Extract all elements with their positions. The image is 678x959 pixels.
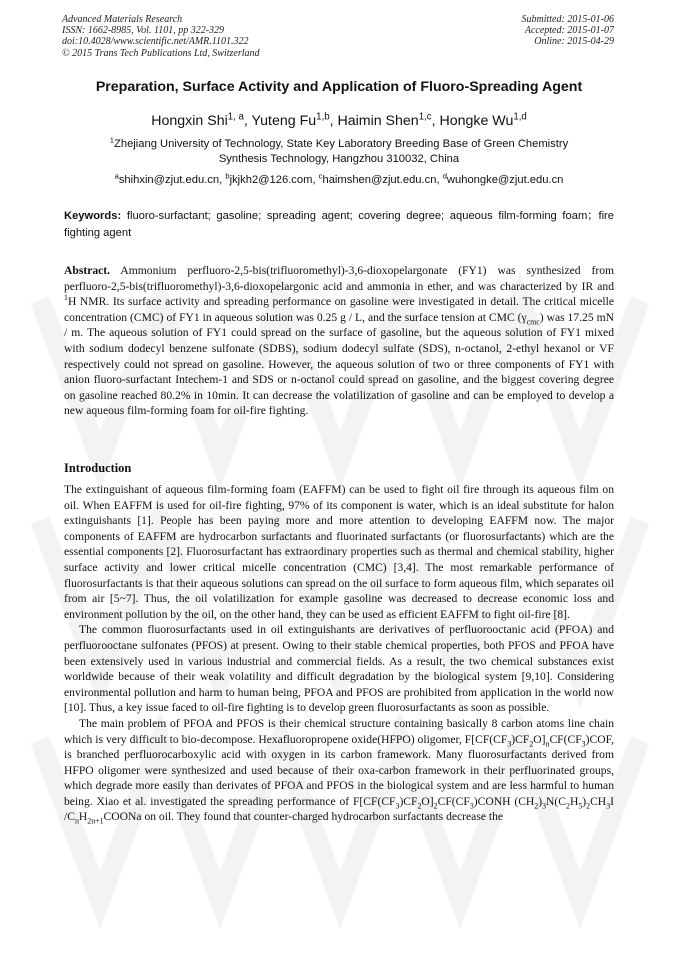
affiliation-line-2: Synthesis Technology, Hangzhou 310032, China	[218, 153, 460, 165]
subscript: 3	[469, 801, 474, 811]
paragraph	[64, 716, 614, 825]
subscript: 3	[507, 738, 512, 748]
journal-header-left	[62, 14, 260, 59]
paper-title: Preparation, Surface Activity and Application of Fluoro-Spreading Agent	[95, 79, 583, 95]
text-run: H	[569, 794, 579, 808]
abstract-text-1: Ammonium perfluoro-2,5-bis(trifluoromethyl)-3,6-dioxopelargonate (FY1) was synthesized from perfluoro-2,5-bis(trifluoromethyl)-3,6-dioxopelargonic acid and ammonia in ether, and was characterized by IR and	[64, 264, 615, 293]
affiliation-mark: 1	[109, 135, 115, 145]
subscript: 2n+1	[87, 816, 104, 826]
abstract	[64, 263, 614, 419]
email-link[interactable]: wuhongke@zjut.edu.cn	[446, 174, 564, 186]
subscript: 2	[529, 738, 534, 748]
subscript: cmc	[526, 317, 540, 327]
author-affiliation-mark: 1, a	[227, 111, 244, 123]
paragraph: The extinguishant of aqueous film-forming foam (EAFFM) can be used to fight oil fire through its aqueous film on oil. When EAFFM is used for oil-fire fighting, 97% of its component is water, which is an ideal substitute for halon extinguishants [1]. People has been paying more and more attention to developing EAFFM now. The major components of EAFFM are hydrocarbon surfactants and fluorinated surfactants (or fluorosurfactants) which are the essential components [2]. Fluorosurfactant has extraordinary properties such as thermal and chemical stability, higher surface activity and lower critical micelle concentration (CMC) [3,4]. The most remarkable performance of fluorosurfactants is that their aqueous solutions can spread on the oil surface to form aqueous film, which separates oil from air [5~7]. Thus, the oil volatilization for example gasoline was decreased to decrease economic loss and environment pollution by the oil, on the other hand, they can be used as efficient EAFFM to fight oil-fire [8].	[64, 483, 614, 621]
author-affiliation-mark: 1,d	[513, 111, 527, 123]
email-mark: b	[225, 171, 230, 181]
submitted-date: Submitted: 2015-01-06	[521, 14, 614, 25]
author-list: Hongxin Shi$^{1, a}$, Yuteng Fu$^{1,b}$, Haimin Shen$^{1,c}$, Hongke Wu$^{1,d}$	[151, 111, 527, 129]
author-name: Yuteng Fu	[251, 113, 317, 129]
subscript: 2	[433, 801, 438, 811]
abstract-text-3: ) was 17.25 mN / m. The aqueous solution of FY1 could spread on the surface of gasoline, but the aqueous solution of FY1 mixed with sodium dodecyl benzene sulfonate (SDBS), sodium dodecyl sulfate (SDS), n-octanol, 2-ethyl hexanol or VF respectively could not spread on gasoline. However, the aqueous solution of two or three components of FY1 with anion fluoro-surfactant Intechem-1 and SDS or n-octanol could spread on gasoline, and the biggest covering degree on gasoline reached 80.2% in 10min. It can decrease the volatilization of gasoline and can be employed to develop a new aqueous film-forming foam for oil-fire fighting.	[64, 310, 614, 418]
email-link[interactable]: jkjkh2@126.com	[229, 174, 313, 186]
author-affiliation-mark: 1,b	[316, 111, 330, 123]
author-name: Haimin Shen	[337, 113, 419, 129]
subscript: 2	[534, 801, 539, 811]
email-link[interactable]: shihxin@zjut.edu.cn	[118, 174, 220, 186]
email-link[interactable]: haimshen@zjut.edu.cn	[322, 174, 437, 186]
text-run: CF(CF	[549, 732, 582, 746]
subscript: 3	[581, 738, 586, 748]
text-run: The main problem of PFOA and PFOS is their chemical structure containing basically 8 carbon atoms line chain which is very difficult to bio-decompose. Hexafluoropropene oxide(HFPO) oligomer, F[CF(CF	[64, 716, 614, 746]
journal-issn: ISSN: 1662-8985, Vol. 1101, pp 322-329	[62, 25, 225, 37]
section-heading-introduction: Introduction	[64, 461, 132, 475]
subscript: 2	[417, 801, 422, 811]
keywords	[64, 208, 614, 241]
text-run: H	[78, 810, 88, 824]
subscript: n	[74, 816, 79, 826]
subscript: 5	[578, 801, 583, 811]
online-date: Online: 2015-04-29	[534, 36, 614, 48]
affiliation-line-1: Zhejiang University of Technology, State Key Laboratory Breeding Base of Green Chemistry	[114, 138, 569, 150]
journal-header-right	[522, 14, 615, 48]
author-emails: $^a$shihxin@zjut.edu.cn, $^b$jkjkh2@126.com, $^c$haimshen@zjut.edu.cn, $^d$wuhongke@zjut.edu.cn	[114, 171, 564, 186]
email-mark: d	[442, 171, 447, 181]
text-run: COONa on oil. They found that counter-charged hydrocarbon surfactants decrease the	[103, 810, 504, 824]
text-run: )CONH (CH	[473, 794, 535, 808]
subscript: n	[545, 738, 550, 748]
subscript: 2	[566, 801, 570, 811]
subscript: 3	[606, 801, 611, 811]
text-run: )	[538, 794, 543, 808]
keywords-label: Keywords:	[64, 210, 122, 222]
paragraph: The common fluorosurfactants used in oil extinguishants are derivatives of perfluorooctanic acid (PFOA) and perfluorooctane sulfonates (PFOS) at present. Owing to their stable chemical properties, both PFOS and PFOA have been extensively used in various industrial and commercial fields. As a result, the two chemical substances exist worldwide because of their weak volatility and difficult degradation by the biological system [9,10]. Considering environmental pollution and harm to human being, PFOA and PFOS are prohibited from application in the world now [10]. Thus, a key issue faced to oil-fire fighting is to develop green fluorosurfactants as soon as possible.	[64, 623, 614, 715]
text-run: O]	[533, 732, 546, 746]
subscript: 3	[542, 801, 547, 811]
accepted-date: Accepted: 2015-01-07	[524, 25, 614, 37]
text-run: N(C	[546, 794, 567, 808]
text-run: )COF, is branched perfluorocarboxylic acid with oxygen in its carbon framework. Many fluorosurfactants derived from HFPO oligomer were synthesized and used because of their oxa-carbon framework in their perfluorinated groups, which degrade more easily than derivates of PFOA and PFOS in the biological system and are less harmful to human being. Xiao et al. investigated the spreading performance of F[CF(CF	[64, 732, 614, 808]
text-run: I /C	[64, 794, 614, 824]
text-run: O]	[421, 794, 434, 808]
introduction-body	[64, 482, 614, 825]
journal-name: Advanced Materials Research	[62, 14, 183, 25]
subscript: 2	[586, 801, 591, 811]
text-run: )CF	[511, 732, 530, 746]
affiliation	[40, 137, 638, 167]
superscript: 1	[64, 293, 68, 303]
author-name: Hongke Wu	[439, 113, 514, 129]
author-affiliation-mark: 1,c	[418, 111, 432, 123]
email-mark: a	[114, 171, 119, 181]
email-mark: c	[318, 171, 323, 181]
keywords-text: fluoro-surfactant; gasoline; spreading agent; covering degree; aqueous film-forming foam；fire fighting agent	[64, 210, 615, 239]
text-run: CF(CF	[437, 794, 470, 808]
text-run: )	[582, 794, 587, 808]
subscript: 3	[395, 801, 400, 811]
journal-doi[interactable]: doi:10.4028/www.scientific.net/AMR.1101.322	[62, 36, 249, 48]
journal-copyright: © 2015 Trans Tech Publications Ltd, Switzerland	[62, 47, 260, 59]
abstract-text-2: H NMR. Its surface activity and spreading performance on gasoline were investigated in detail. The critical micelle concentration (CMC) of FY1 in aqueous solution was 0.25 g / L, and the surface tension at CMC (γ	[64, 295, 614, 324]
text-run: CH	[590, 794, 607, 808]
text-run: )CF	[399, 794, 418, 808]
author-name: Hongxin Shi	[151, 113, 228, 129]
abstract-label: Abstract.	[64, 264, 111, 277]
